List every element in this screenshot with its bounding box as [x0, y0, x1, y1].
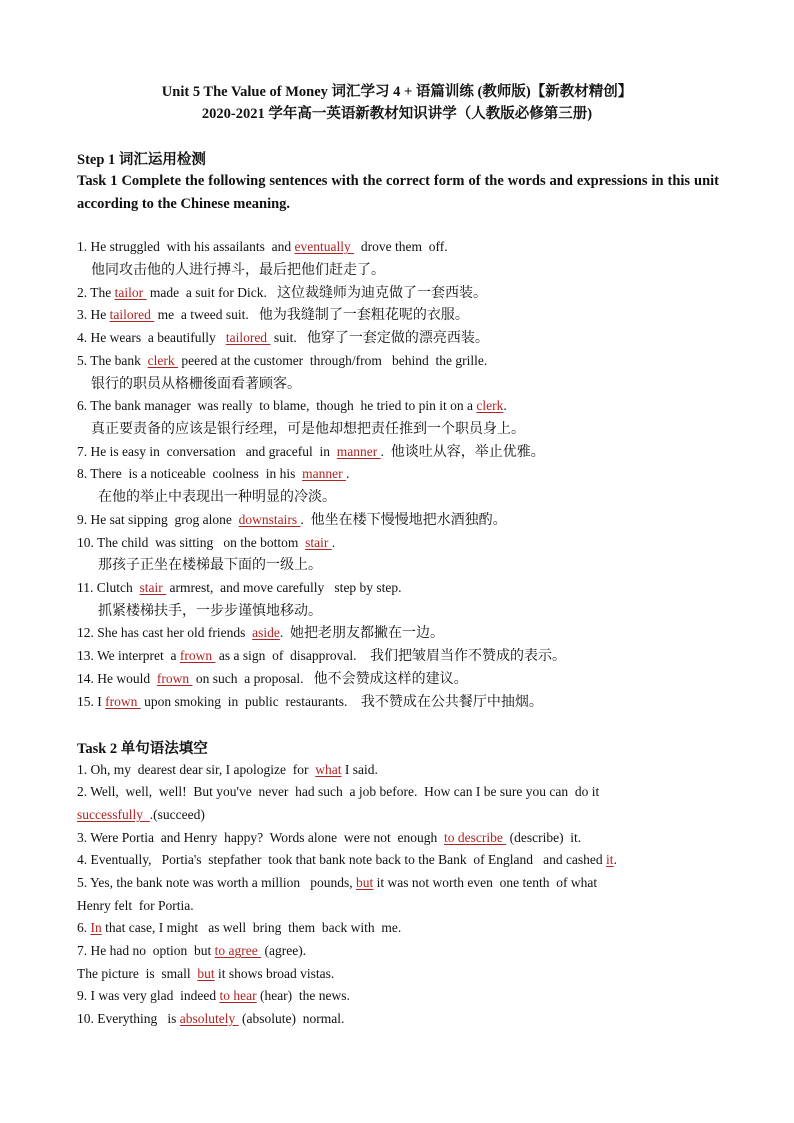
task1-item-1-translation: 他同攻击他的人进行搏斗，最后把他们赶走了。: [91, 262, 385, 278]
task2-item-3: 3. Were Portia and Henry happy? Words alone were not enough to describe (describe) it.: [77, 830, 582, 845]
task2-item-5-cont: Henry felt for Portia.: [77, 898, 194, 913]
step1-heading: Step 1 词汇运用检测: [77, 152, 206, 168]
task1-item-6: 6. The bank manager was really to blame, though he tried to pin it on a clerk.: [77, 398, 507, 413]
answer-blank: frown: [105, 694, 141, 709]
answer-blank: manner: [336, 444, 381, 459]
answer-blank: clerk: [147, 353, 178, 368]
answer-blank: tailor: [114, 285, 147, 300]
task2-item-1: 1. Oh, my dearest dear sir, I apologize for what I said.: [77, 762, 378, 777]
answer-blank: what: [315, 762, 342, 777]
task1-item-5: 5. The bank clerk peered at the customer through/from behind the grille.: [77, 353, 488, 368]
task2-heading: Task 2 单句语法填空: [77, 741, 208, 757]
task1-item-1: 1. He struggled with his assailants and eventually drove them off.: [77, 239, 448, 254]
task1-item-2: 2. The tailor made a suit for Dick. 这位裁缝师为迪克做了一套西装。: [77, 285, 487, 301]
task1-item-13: 13. We interpret a frown as a sign of disapproval. 我们把皱眉当作不赞成的表示。: [77, 648, 566, 664]
task2-item-9: 9. I was very glad indeed to hear (hear) the news.: [77, 988, 350, 1003]
task1-item-14: 14. He would frown on such a proposal. 他不会赞成这样的建议。: [77, 671, 468, 687]
answer-blank: frown: [179, 648, 216, 663]
answer-blank: tailored: [225, 330, 271, 345]
document-title: Unit 5 The Value of Money 词汇学习 4 + 语篇训练 (教师版)【新教材精创】: [161, 84, 633, 100]
task1-item-3: 3. He tailored me a tweed suit. 他为我缝制了一套粗花呢的衣服。: [77, 307, 469, 323]
answer-blank: absolutely: [179, 1011, 239, 1026]
answer-blank: stair: [139, 580, 167, 595]
task1-item-10-translation: 那孩子正坐在楼梯最下面的一级上。: [98, 557, 322, 573]
answer-blank: tailored: [109, 307, 155, 322]
task2-item-6: 6. In that case, I might as well bring them back with me.: [77, 920, 402, 935]
answer-blank: to agree: [214, 943, 262, 958]
task1-item-11-translation: 抓紧楼梯扶手，一步步谨慎地移动。: [98, 603, 322, 619]
task1-item-5-translation: 银行的职员从格栅後面看著顾客。: [91, 376, 301, 392]
answer-blank: to hear: [219, 988, 257, 1003]
task2-item-4: 4. Eventually, Portia's stepfather took that bank note back to the Bank of England and cashed it.: [77, 852, 617, 867]
answer-blank: stair: [305, 535, 332, 550]
answer-blank: but: [356, 875, 374, 890]
answer-blank: it: [606, 852, 614, 867]
answer-blank: but: [197, 966, 215, 981]
task2-item-2-cont: successfully .(succeed): [77, 807, 205, 822]
task1-item-6-translation: 真正要责备的应该是银行经理，可是他却想把责任推到一个职员身上。: [91, 421, 525, 437]
task1-item-8-translation: 在他的举止中表现出一种明显的冷淡。: [98, 489, 336, 505]
task2-item-8: The picture is small but it shows broad vistas.: [77, 966, 335, 981]
task1-item-7: 7. He is easy in conversation and graceful in manner . 他谈吐从容，举止优雅。: [77, 444, 545, 460]
answer-blank: In: [90, 920, 102, 935]
task2-item-5: 5. Yes, the bank note was worth a million pounds, but it was not worth even one tenth of what: [77, 875, 598, 890]
answer-blank: downstairs: [238, 512, 301, 527]
task2-item-2: 2. Well, well, well! But you've never had such a job before. How can I be sure you can do it: [77, 784, 600, 799]
task1-item-12: 12. She has cast her old friends aside. 她把老朋友都撇在一边。: [77, 625, 444, 641]
document-subtitle: 2020-2021 学年高一英语新教材知识讲学（人教版必修第三册): [201, 106, 593, 122]
answer-blank: to describe: [443, 830, 507, 845]
task1-item-8: 8. There is a noticeable coolness in his manner .: [77, 466, 350, 481]
task2-item-10: 10. Everything is absolutely (absolute) normal.: [77, 1011, 345, 1026]
task1-item-9: 9. He sat sipping grog alone downstairs . 他坐在楼下慢慢地把水酒独酌。: [77, 512, 507, 528]
task1-item-10: 10. The child was sitting on the bottom stair .: [77, 535, 336, 550]
task1-item-4: 4. He wears a beautifully tailored suit. 他穿了一套定做的漂亮西装。: [77, 330, 489, 346]
answer-blank: clerk: [476, 398, 504, 413]
task1-instruction: Task 1 Complete the following sentences with the correct form of the words and expressions in this unit according to the Chinese meaning.: [77, 173, 719, 212]
answer-blank: frown: [156, 671, 193, 686]
answer-blank: manner: [302, 466, 346, 481]
task1-item-11: 11. Clutch stair armrest, and move carefully step by step.: [77, 580, 402, 595]
answer-blank: aside: [252, 625, 280, 640]
task2-item-7: 7. He had no option but to agree (agree).: [77, 943, 307, 958]
answer-blank: eventually: [294, 239, 355, 254]
answer-blank: successfully: [77, 807, 150, 822]
task1-item-15: 15. I frown upon smoking in public restaurants. 我不赞成在公共餐厅中抽烟。: [77, 694, 543, 710]
